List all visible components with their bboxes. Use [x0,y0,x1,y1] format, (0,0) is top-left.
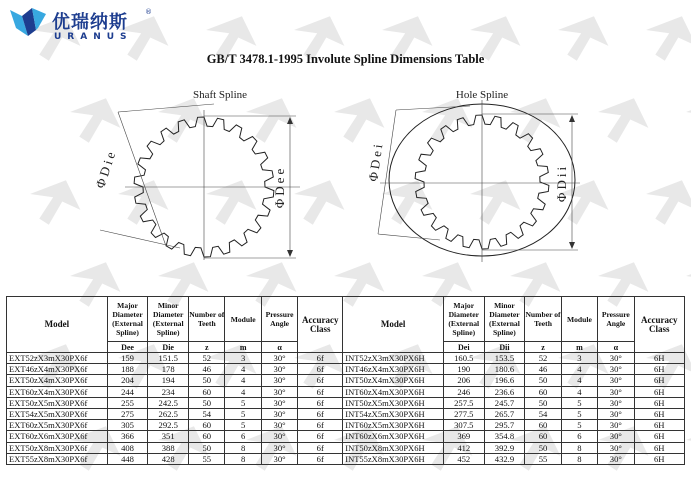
value-cell: 275 [107,408,148,419]
value-cell: 30° [261,364,297,375]
value-cell: 6H [634,364,684,375]
value-cell: 6f [298,453,343,464]
value-cell: 8 [225,453,261,464]
uranus-logo-icon [8,6,48,42]
value-cell: 369 [443,431,484,442]
header-teeth-int: Number of Teeth [525,297,561,342]
value-cell: 242.5 [148,397,189,408]
symbol-alpha: α [261,342,297,353]
dii-label: ΦDii [554,163,569,203]
value-cell: 245.7 [484,397,525,408]
value-cell: 50 [525,442,561,453]
dii-arrow-bottom [569,242,575,249]
value-cell: 234 [148,386,189,397]
value-cell: 30° [261,375,297,386]
model-cell: INT50zX8mX30PX6H [343,442,444,453]
symbol-z-int: z [525,342,561,353]
symbol-m: m [225,342,261,353]
value-cell: 178 [148,364,189,375]
registered-mark: ® [145,8,152,16]
value-cell: 295.7 [484,420,525,431]
value-cell: 60 [525,420,561,431]
header-module-int: Module [561,297,597,342]
value-cell: 6H [634,375,684,386]
model-cell: INT60zX5mX30PX6H [343,420,444,431]
value-cell: 5 [225,397,261,408]
value-cell: 153.5 [484,353,525,364]
header-major-ext: Major Diameter (External Spline) [107,297,148,342]
header-teeth-ext: Number of Teeth [189,297,225,342]
value-cell: 246 [443,386,484,397]
hole-spline-label: Hole Spline [455,89,509,101]
symbol-dii: Dii [484,342,525,353]
symbol-dei: Dei [443,342,484,353]
value-cell: 6 [225,431,261,442]
model-cell: INT60zX4mX30PX6H [343,386,444,397]
header-minor-ext: Minor Diameter (External Spline) [148,297,189,342]
value-cell: 6 [561,431,597,442]
value-cell: 307.5 [443,420,484,431]
value-cell: 432.9 [484,453,525,464]
value-cell: 60 [525,431,561,442]
value-cell: 30° [261,453,297,464]
model-cell: EXT50zX8mX30PX6f [7,442,108,453]
value-cell: 5 [561,420,597,431]
value-cell: 244 [107,386,148,397]
spline-dimensions-table [6,296,685,465]
symbol-m-int: m [561,342,597,353]
value-cell: 6H [634,386,684,397]
value-cell: 236.6 [484,386,525,397]
value-cell: 412 [443,442,484,453]
value-cell: 6H [634,453,684,464]
symbol-dee: Dee [107,342,148,353]
model-cell: INT55zX8mX30PX6H [343,453,444,464]
table-row [7,408,685,419]
symbol-die: Die [148,342,189,353]
value-cell: 4 [225,386,261,397]
page-title: GB/T 3478.1-1995 Involute Spline Dimensions Table [206,52,485,66]
value-cell: 204 [107,375,148,386]
model-cell: INT50zX5mX30PX6H [343,397,444,408]
dii-arrow-top [569,115,575,122]
table-row [7,353,685,364]
header-pressure-int: Pressure Angle [598,297,634,342]
value-cell: 46 [525,364,561,375]
value-cell: 6f [298,420,343,431]
model-cell: EXT50zX5mX30PX6f [7,397,108,408]
value-cell: 408 [107,442,148,453]
dei-ext-bottom [378,234,440,240]
value-cell: 30° [598,375,634,386]
value-cell: 188 [107,364,148,375]
die-dim-line [118,112,166,246]
value-cell: 6f [298,408,343,419]
header-major-int: Major Diameter (External Spline) [443,297,484,342]
shaft-spline-drawing [92,104,300,260]
value-cell: 54 [525,408,561,419]
value-cell: 30° [261,397,297,408]
value-cell: 6H [634,431,684,442]
value-cell: 392.9 [484,442,525,453]
value-cell: 52 [525,353,561,364]
value-cell: 30° [261,420,297,431]
model-cell: EXT50zX4mX30PX6f [7,375,108,386]
value-cell: 50 [525,397,561,408]
value-cell: 5 [561,397,597,408]
table-row [7,397,685,408]
value-cell: 6H [634,420,684,431]
value-cell: 6H [634,408,684,419]
value-cell: 388 [148,442,189,453]
value-cell: 366 [107,431,148,442]
table-header-row [7,297,685,342]
value-cell: 54 [189,408,225,419]
model-cell: EXT46zX4mX30PX6f [7,364,108,375]
table-row [7,442,685,453]
model-cell: INT46zX4mX30PX6H [343,364,444,375]
value-cell: 30° [261,408,297,419]
header-pressure-ext: Pressure Angle [261,297,297,342]
value-cell: 46 [189,364,225,375]
dee-arrow-bottom [287,250,293,257]
brand-name-cn: 优瑞纳斯 [52,12,128,33]
value-cell: 206 [443,375,484,386]
value-cell: 159 [107,353,148,364]
table-row [7,375,685,386]
value-cell: 30° [598,397,634,408]
model-cell: INT50zX4mX30PX6H [343,375,444,386]
table-row [7,453,685,464]
symbol-alpha-int: α [598,342,634,353]
value-cell: 55 [525,453,561,464]
table-row [7,364,685,375]
header-model-ext: Model [7,297,108,353]
value-cell: 4 [561,364,597,375]
value-cell: 60 [525,386,561,397]
model-cell: EXT60zX5mX30PX6f [7,420,108,431]
model-cell: INT60zX6mX30PX6H [343,431,444,442]
table-body [7,353,685,465]
hole-spline-drawing [365,100,580,262]
header-model-int: Model [343,297,444,353]
value-cell: 6H [634,353,684,364]
dee-arrow-top [287,117,293,124]
header-accuracy-ext: Accuracy Class [298,297,343,353]
value-cell: 60 [189,420,225,431]
value-cell: 8 [561,442,597,453]
model-cell: EXT60zX4mX30PX6f [7,386,108,397]
header-module-ext: Module [225,297,261,342]
value-cell: 196.6 [484,375,525,386]
value-cell: 4 [225,375,261,386]
value-cell: 151.5 [148,353,189,364]
value-cell: 6f [298,442,343,453]
model-cell: EXT54zX5mX30PX6f [7,408,108,419]
value-cell: 30° [261,353,297,364]
value-cell: 6f [298,364,343,375]
value-cell: 50 [189,375,225,386]
value-cell: 194 [148,375,189,386]
value-cell: 6f [298,375,343,386]
value-cell: 30° [598,442,634,453]
value-cell: 452 [443,453,484,464]
value-cell: 60 [189,386,225,397]
dei-ext-top [396,106,470,110]
value-cell: 428 [148,453,189,464]
value-cell: 30° [261,431,297,442]
value-cell: 6f [298,386,343,397]
model-cell: EXT55zX8mX30PX6f [7,453,108,464]
value-cell: 257.5 [443,397,484,408]
header-minor-int: Minor Diameter (External Spline) [484,297,525,342]
dee-label: ΦDee [272,165,287,209]
value-cell: 30° [598,386,634,397]
value-cell: 3 [225,353,261,364]
value-cell: 60 [189,431,225,442]
model-cell: INT54zX5mX30PX6H [343,408,444,419]
model-cell: EXT60zX6mX30PX6f [7,431,108,442]
value-cell: 5 [225,408,261,419]
value-cell: 50 [189,442,225,453]
value-cell: 30° [598,364,634,375]
value-cell: 30° [598,431,634,442]
value-cell: 265.7 [484,408,525,419]
value-cell: 52 [189,353,225,364]
value-cell: 4 [561,375,597,386]
value-cell: 448 [107,453,148,464]
die-label: ΦDie [92,147,120,191]
value-cell: 4 [561,386,597,397]
brand-logo [8,6,158,46]
header-accuracy-int: Accuracy Class [634,297,684,353]
value-cell: 50 [525,375,561,386]
value-cell: 50 [189,397,225,408]
table-row [7,420,685,431]
value-cell: 6H [634,397,684,408]
table-row [7,431,685,442]
value-cell: 262.5 [148,408,189,419]
model-cell: INT52zX3mX30PX6H [343,353,444,364]
value-cell: 180.6 [484,364,525,375]
symbol-z: z [189,342,225,353]
model-cell: EXT52zX3mX30PX6f [7,353,108,364]
value-cell: 30° [598,453,634,464]
value-cell: 30° [261,442,297,453]
value-cell: 4 [225,364,261,375]
value-cell: 8 [225,442,261,453]
value-cell: 30° [598,408,634,419]
value-cell: 55 [189,453,225,464]
shaft-spline-label: Shaft Spline [192,89,248,101]
value-cell: 160.5 [443,353,484,364]
value-cell: 6f [298,397,343,408]
table-row [7,386,685,397]
die-ext-top [118,104,214,112]
value-cell: 5 [561,408,597,419]
value-cell: 6H [634,442,684,453]
value-cell: 5 [225,420,261,431]
value-cell: 3 [561,353,597,364]
value-cell: 30° [598,420,634,431]
value-cell: 6f [298,431,343,442]
brand-name-en: URANUS [54,32,133,42]
dei-label: ΦDei [365,140,386,183]
value-cell: 292.5 [148,420,189,431]
value-cell: 277.5 [443,408,484,419]
value-cell: 351 [148,431,189,442]
value-cell: 6f [298,353,343,364]
value-cell: 8 [561,453,597,464]
value-cell: 354.8 [484,431,525,442]
value-cell: 305 [107,420,148,431]
value-cell: 30° [598,353,634,364]
value-cell: 30° [261,386,297,397]
value-cell: 255 [107,397,148,408]
value-cell: 190 [443,364,484,375]
watermark-arrow [685,425,691,474]
